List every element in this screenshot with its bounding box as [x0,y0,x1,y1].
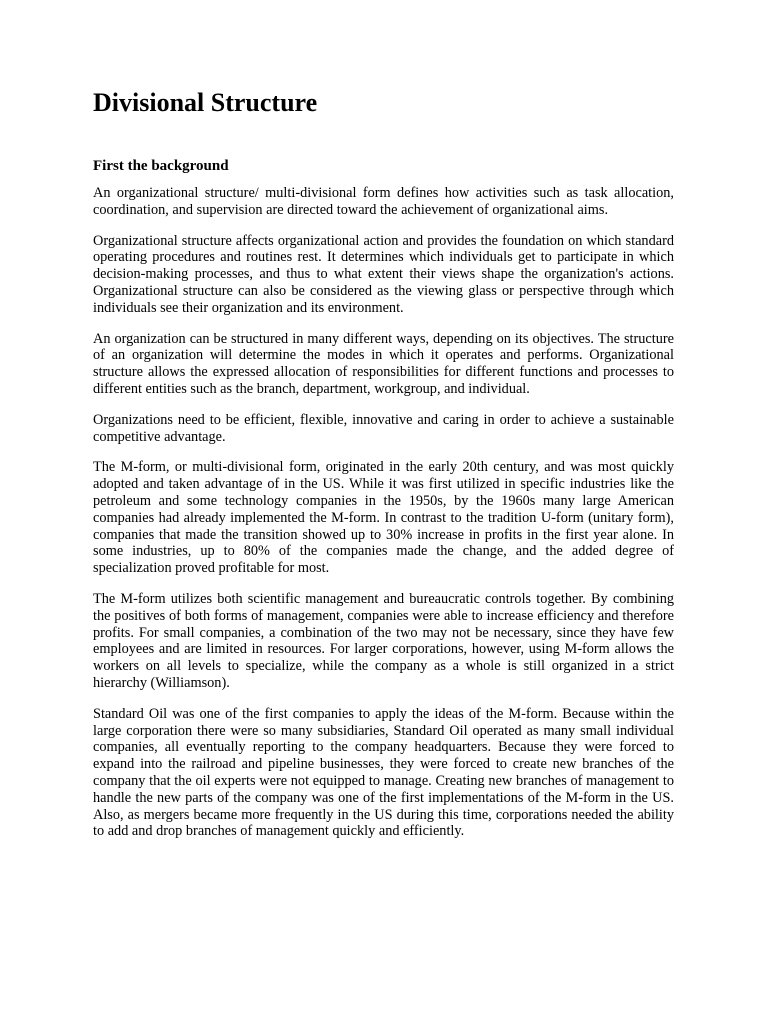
document-title: Divisional Structure [93,88,318,117]
paragraph-2: Organizational structure affects organizational action and provides the foundation on which standard operating procedures and routines rest. It determines which individuals get to participate in which decision-making processes, and thus to what extent their views shape the organization's actions. Organizational structure can also be considered as the viewing glass or perspective through which individuals see their organization and its environment. [93,232,674,316]
paragraph-1: An organizational structure/ multi-divisional form defines how activities such as task allocation, coordination, and supervision are directed toward the achievement of organizational aims. [93,185,674,218]
paragraph-6: The M-form utilizes both scientific management and bureaucratic controls together. By combining the positives of both forms of management, companies were able to increase efficiency and therefore profits. For small companies, a combination of the two may not be necessary, since they have few employees and are limited in resources. For larger corporations, however, using M-form allows the workers on all levels to specialize, while the company as a whole is still organized in a strict hierarchy (Williamson). [93,590,674,691]
paragraph-5: The M-form, or multi-divisional form, originated in the early 20th century, and was most quickly adopted and taken advantage of in the US. While it was first utilized in specific industries like the petroleum and some technology companies in the 1950s, by the 1960s many large American companies had already implemented the M-form. In contrast to the tradition U-form (unitary form), companies that made the transition showed up to 30% increase in profits in the first year alone. In some industries, up to 80% of the companies made the change, and the added degree of specialization proved profitable for most. [93,459,674,577]
paragraph-3: An organization can be structured in many different ways, depending on its objectives. The structure of an organization will determine the modes in which it operates and performs. Organizational structure allows the expressed allocation of responsibilities for different functions and processes to different entities such as the branch, department, workgroup, and individual. [93,330,674,397]
document-body [93,185,674,854]
section-heading: First the background [93,158,229,174]
paragraph-7: Standard Oil was one of the first companies to apply the ideas of the M-form. Because within the large corporation there were so many subsidiaries, Standard Oil operated as many small individual companies, all eventually reporting to the company headquarters. Because they were forced to expand into the railroad and pipeline businesses, they were forced to create new branches of the company that the oil experts were not equipped to manage. Creating new branches of management to handle the new parts of the company was one of the first implementations of the M-form in the US. Also, as mergers became more frequently in the US during this time, corporations needed the ability to add and drop branches of management quickly and efficiently. [93,705,674,840]
paragraph-4: Organizations need to be efficient, flexible, innovative and caring in order to achieve a sustainable competitive advantage. [93,411,674,445]
